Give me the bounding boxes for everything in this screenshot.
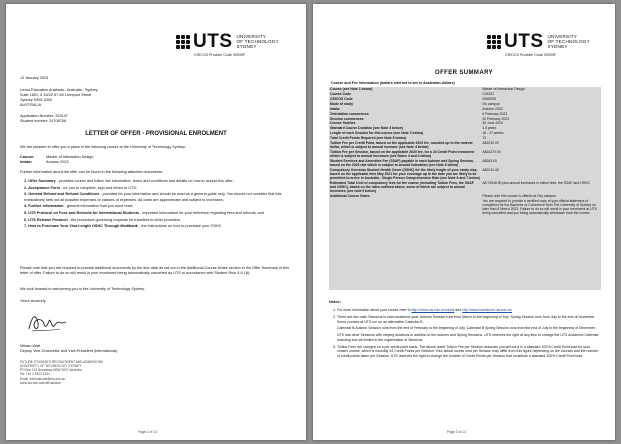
list-item: 1. Offer Summary - provides course and tuition fee information, terms and conditions and details on how to accept this offer;: [24, 179, 234, 183]
course-fee-table: [329, 87, 601, 215]
table-row: Compulsory Overseas Student Health Cover (OSHC) for the likely length of your study visa, based on the applicable fees May 2021 for your coverage up to the date you are likely to be permitted to arrive in Australia - Single Person Comprehensive Rate (see Note 6 and 7 below) A$1012.40: [330, 167, 499, 180]
fee-intro: Course and Fee Information (dollars referred to are in Australian dollars): [331, 81, 455, 85]
cricos-code: CRICOS Provider Code 00099F: [194, 53, 246, 57]
offer-summary-box: [329, 87, 601, 290]
signature-image: [26, 309, 68, 335]
university-name: UNIVERSITY OF TECHNOLOGY SYDNEY: [236, 33, 279, 50]
study-link[interactable]: http://www.uts.edu.au/study: [411, 308, 455, 312]
table-row: Total Credit Points Required (see Note 5 below) 72: [330, 135, 487, 140]
cricos-code: CRICOS Provider Code 00099F: [505, 53, 557, 57]
letter-heading: LETTER OF OFFER - PROVISIONAL ENROLMENT: [85, 131, 227, 137]
list-item: 7. How to Purchase Your Visa Length OSHC Through Medibank - the instructions on how to purchase your OSHC: [24, 224, 222, 229]
table-row: Tuition Fee per Credit Point, based on the applicable 2023 fee, rounded up to the nearest dollar, which is subject to annual increase (see Note 4 below) A$1012.00: [330, 140, 499, 149]
uts-logo: [176, 32, 279, 51]
reference-numbers: Application Number: 293147 Student number: 24708768: [20, 114, 68, 124]
table-row: Standard Course Duration (see Note 3 below) 1.5 years: [330, 126, 497, 131]
page-number: Page 2 of 14: [447, 430, 466, 434]
signatory: Miriam Watt Deputy Vice-Chancellor and Vice-President (International): [20, 344, 118, 354]
page-title: OFFER SUMMARY: [435, 70, 493, 76]
letter-page-1: [6, 4, 306, 440]
list-item: 2. There are two main Sessions in each academic year, Autumn Session runs from March to the beginning of July. Spring Session runs from July to the end of November. Some courses at UTS run on an alternative Calendar B. Calendar B Autumn Session runs from the end of February to the beginning of July. Calendar B Spring Session runs from the end of July to the beginning of December. UTS has other Sessions with varying durations in addition to the Autumn and Spring Sessions. UTS reserves the right at any time to change the UTS Academic Calendar including but not limited to the organisation of Sessions.: [337, 315, 601, 343]
course-details: Course: Master of Interaction Design Intake: Autumn 2023: [20, 155, 94, 165]
list-item: 3. General Refund and Refund Conditions - provided for your information and should be read as a general guide only. You should not consider that this exhaustively sets out all possible expenses or classes of expenses. All costs are approximate and subject to increases;: [24, 192, 282, 202]
intro-text: We are pleased to offer you a place in the following course at the University of Technology Sydney:: [20, 145, 186, 149]
table-row: Tuition Fee per Session, based on the applicable 2023 fee, for a 24 Credit Point enrolment which is subject to annual increases (see Notes 3 and 4 below) A$24270.00: [330, 149, 501, 158]
list-item: 1. For more information about your course refer to http://www.uts.edu.au/study and http://www.handbook.uts.edu.au: [337, 308, 601, 313]
uts-crest-icon: [176, 34, 190, 50]
list-item: 3. Tuition Fees are charged on a per-credit-point basis. The above noted Tuition Fee per Session assumes you will enrol in a standard 100% Credit Point load for your chosen course, which is normally 24 Credit Points per Session. Your actual course cost per Session may differ from this figure depending on the courses and the number of credit points taken per Session. UTS reserves the right to change the number of Credit Points per Session that constitute a standard 100% Credit Point load.: [337, 345, 601, 359]
university-name: UNIVERSITY OF TECHNOLOGY SYDNEY: [547, 33, 590, 50]
page-footer: FUTURE STUDENTS RECRUITMENT AND ADMISSIONS UNIVERSITY OF TECHNOLOGY SYDNEY PO Box 123 Broadway NSW 2007 Australia Tel: +61 2 9514 1531 Email: international@uts.edu.au www.uts.edu.au/international: [20, 360, 104, 385]
additional-docs-note: Please note that you are required to provide additional documents by the due date as set out in the Additional Course Notes section in the Offer Summary of this letter of offer. Failure to do so will result in your enrolment being automatically cancelled by UTS in accordance with Student Rule 5.6.1(f).: [20, 266, 290, 276]
uts-wordmark: UTS: [504, 31, 544, 52]
letter-date: 12 January 2023: [20, 76, 49, 80]
table-row: Course finishes 30 June 2024: [330, 121, 503, 126]
table-row: Length of each Session for this course (see Note 2 below) 16 - 17 weeks: [330, 131, 504, 136]
look-forward-text: We look forward to welcoming you to the University of Technology Sydney.: [20, 287, 145, 291]
table-row: Course (see Note 1 below) Master of Interaction Design: [330, 87, 525, 92]
page-number: Page 1 of 14: [138, 430, 157, 434]
uts-logo: [487, 32, 590, 51]
list-item: 5. UTS Protocol on Fees and Refunds for International Students - important information for your reference regarding fees and refunds; and: [24, 211, 264, 215]
recipient-address: Lexus Education Australia - Australia - Sydney Suite 1601, 6 16/22 67-69 Liverpool Street Sydney NSW 2000 AUSTRALIA: [20, 88, 98, 108]
list-item: 6. UTS Release Protocol - the procedure governing requests for transfers to other providers.: [24, 217, 181, 222]
notes-list: [329, 308, 601, 361]
table-row: Orientation commences 6 February 2023: [330, 111, 508, 116]
table-row: Course Code C04222: [330, 92, 495, 97]
further-info-text: Further information about the offer can be found in the following attached documents:: [20, 170, 164, 174]
table-row: Mode of study On campus: [330, 101, 500, 106]
table-row: Session commences 20 February 2023: [330, 116, 510, 121]
table-row: Estimated Total Cost of compulsory fees for the course (including Tuition Fees, the SSAF and OSHC), based on the rates outlined above, some of which are subject to annual increases (see note 9 below) A$ 74946.90 plus annual increases in tuition fees, the SSAF and OSHC: [330, 180, 590, 193]
letter-page-2: [313, 4, 615, 440]
attachment-list: [24, 179, 292, 230]
notes-heading: Notes:: [329, 300, 341, 304]
table-row: Intake Autumn 2023: [330, 106, 503, 111]
table-row: CRICOS Code 096529G: [330, 97, 497, 102]
table-row: Additional Course Notes Please note this course is offered at City campus.: [330, 193, 557, 198]
list-item: 2. Acceptance Form - for you to complete, sign and return to UTS;: [24, 185, 137, 190]
closing: Yours sincerely: [20, 299, 46, 303]
table-row: You are required to provide a certified copy of your official statement of completion for the Bachelor of Commerce from The University of Sydney no later than 8 March 2023. Failure to do so will result in your enrolment at UTS being cancelled and you being automatically withdrawn from the course.: [482, 198, 597, 215]
list-item: 4. Further information - general information that you must read;: [24, 204, 133, 209]
handbook-link[interactable]: http://www.handbook.uts.edu.au: [462, 308, 512, 312]
uts-crest-icon: [487, 34, 501, 50]
table-row: Student Services and Amenities Fee (SSAF) payable in each Autumn and Spring Session, based on the 2023 rate which is subject to annual indexation (see Note 6 below) A$163.00: [330, 158, 497, 167]
uts-wordmark: UTS: [193, 31, 233, 52]
